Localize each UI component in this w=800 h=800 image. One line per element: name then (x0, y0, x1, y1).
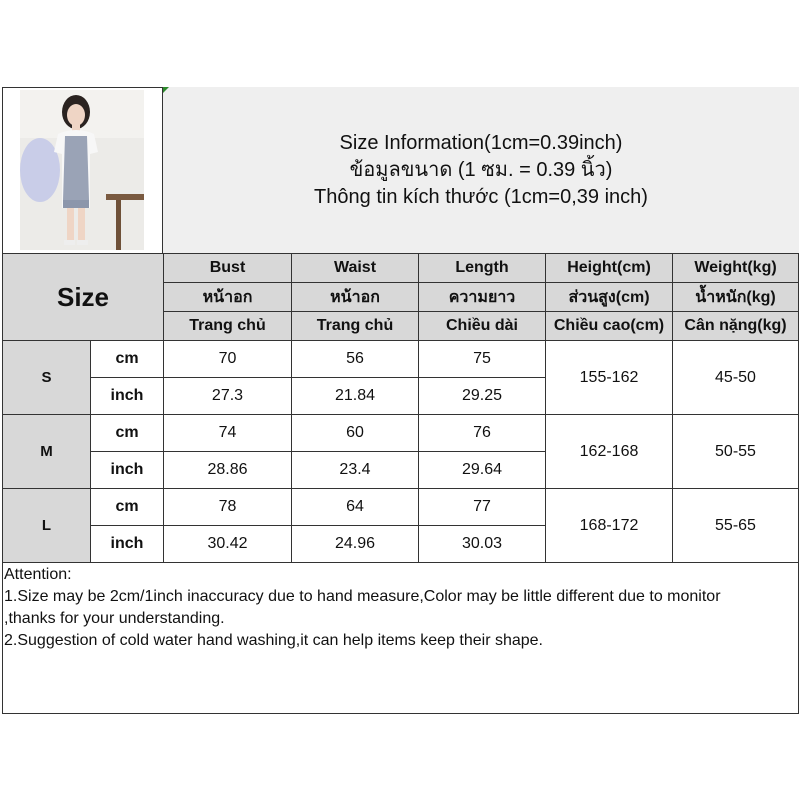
l-bust-inch: 30.42 (164, 526, 292, 563)
l-length-inch: 30.03 (419, 526, 546, 563)
model-illustration (20, 90, 144, 250)
unit-inch: inch (91, 526, 164, 563)
note-measurement-continued: ,thanks for your understanding. (4, 610, 225, 627)
unit-cm: cm (91, 415, 164, 452)
header-waist: Waist (292, 254, 419, 283)
note-washing: 2.Suggestion of cold water hand washing,it can help items keep their shape. (4, 632, 543, 649)
notes-heading: Attention: (4, 566, 72, 583)
header-waist-thai: หน้าอก (292, 283, 419, 312)
m-bust-cm: 74 (164, 415, 292, 452)
s-waist-inch: 21.84 (292, 378, 419, 415)
l-bust-cm: 78 (164, 489, 292, 526)
s-bust-inch: 27.3 (164, 378, 292, 415)
header-weight-vietnamese: Cân nặng(kg) (673, 312, 799, 341)
header-row-english (3, 254, 799, 283)
title-thai: ข้อมูลขนาด (1 ซม. = 0.39 นิ้ว) (349, 158, 613, 181)
unit-inch: inch (91, 378, 164, 415)
table-row-m-cm (3, 415, 799, 452)
m-length-inch: 29.64 (419, 452, 546, 489)
table-row-s-cm (3, 341, 799, 378)
l-weight: 55-65 (673, 489, 799, 563)
s-length-cm: 75 (419, 341, 546, 378)
l-length-cm: 77 (419, 489, 546, 526)
s-waist-cm: 56 (292, 341, 419, 378)
s-length-inch: 29.25 (419, 378, 546, 415)
size-label-l: L (3, 489, 91, 563)
header-weight-thai: น้ำหนัก(kg) (673, 283, 799, 312)
header-height-thai: ส่วนสูง(cm) (546, 283, 673, 312)
size-label-s: S (3, 341, 91, 415)
l-waist-inch: 24.96 (292, 526, 419, 563)
header-length-vietnamese: Chiều dài (419, 312, 546, 341)
size-information-title (163, 87, 799, 253)
header-height: Height(cm) (546, 254, 673, 283)
unit-inch: inch (91, 452, 164, 489)
l-waist-cm: 64 (292, 489, 419, 526)
unit-cm: cm (91, 489, 164, 526)
table-row-l-cm (3, 489, 799, 526)
title-english: Size Information(1cm=0.39inch) (339, 131, 623, 154)
s-weight: 45-50 (673, 341, 799, 415)
m-length-cm: 76 (419, 415, 546, 452)
m-height: 162-168 (546, 415, 673, 489)
attention-notes (4, 564, 794, 652)
header-length: Length (419, 254, 546, 283)
header-bust-thai: หน้าอก (164, 283, 292, 312)
m-bust-inch: 28.86 (164, 452, 292, 489)
header-bust: Bust (164, 254, 292, 283)
s-height: 155-162 (546, 341, 673, 415)
model-photo (20, 90, 144, 250)
cell-comment-marker (163, 87, 169, 93)
header-height-vietnamese: Chiều cao(cm) (546, 312, 673, 341)
header-length-thai: ความยาว (419, 283, 546, 312)
title-vietnamese: Thông tin kích thước (1cm=0,39 inch) (314, 185, 648, 208)
note-measurement: 1.Size may be 2cm/1inch inaccuracy due to hand measure,Color may be little different due to monitor (4, 588, 721, 605)
m-waist-inch: 23.4 (292, 452, 419, 489)
header-waist-vietnamese: Trang chủ (292, 312, 419, 341)
m-waist-cm: 60 (292, 415, 419, 452)
m-weight: 50-55 (673, 415, 799, 489)
l-height: 168-172 (546, 489, 673, 563)
size-column-title: Size (3, 254, 164, 341)
header-bust-vietnamese: Trang chủ (164, 312, 292, 341)
size-label-m: M (3, 415, 91, 489)
unit-cm: cm (91, 341, 164, 378)
header-weight: Weight(kg) (673, 254, 799, 283)
size-table (2, 253, 799, 563)
s-bust-cm: 70 (164, 341, 292, 378)
